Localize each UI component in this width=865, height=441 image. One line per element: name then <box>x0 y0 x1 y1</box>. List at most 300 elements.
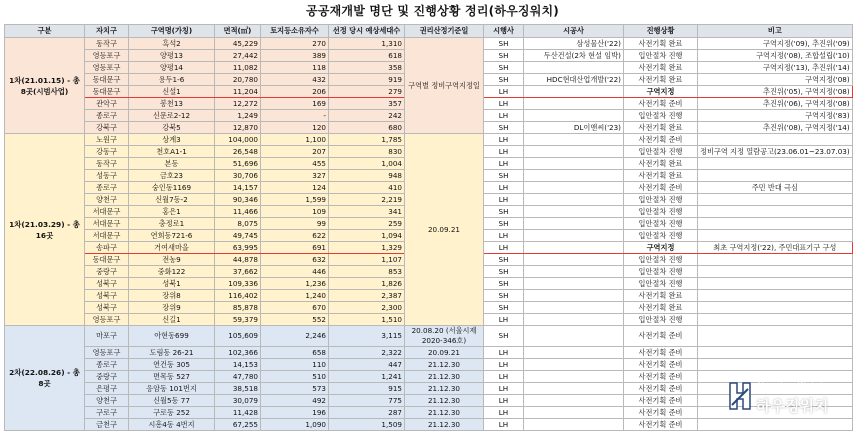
units-cell: 447 <box>329 359 405 371</box>
status-cell: 사전기획 완료 <box>624 290 698 302</box>
column-header: 구분 <box>5 25 85 38</box>
owners-cell: 196 <box>261 407 329 419</box>
owners-cell: 510 <box>261 371 329 383</box>
units-cell: 1,004 <box>329 158 405 170</box>
area-cell: 14,153 <box>215 359 261 371</box>
district-cell: 마포구 <box>85 326 129 347</box>
note-cell <box>698 206 853 218</box>
status-cell: 사전기획 완료 <box>624 158 698 170</box>
units-cell: 775 <box>329 395 405 407</box>
executor-cell: SH <box>484 290 524 302</box>
table-row <box>5 326 853 347</box>
note-cell <box>698 158 853 170</box>
units-cell: 1,094 <box>329 230 405 242</box>
executor-cell: LH <box>484 230 524 242</box>
units-cell: 1,107 <box>329 254 405 266</box>
note-cell <box>698 359 853 371</box>
status-cell: 입안절차 진행 <box>624 254 698 266</box>
owners-cell: 1,236 <box>261 278 329 290</box>
owners-cell: 622 <box>261 230 329 242</box>
owners-cell: 124 <box>261 182 329 194</box>
area-cell: 109,336 <box>215 278 261 290</box>
note-cell: 추진위('08), 구역지정('14) <box>698 122 853 134</box>
zone-name-cell: 신길1 <box>129 314 215 326</box>
executor-cell: SH <box>484 206 524 218</box>
group-label: 2차(22.08.26) - 총 8곳 <box>5 326 85 431</box>
executor-cell: LH <box>484 383 524 395</box>
district-cell: 구로구 <box>85 407 129 419</box>
note-cell: 구역지정('08) <box>698 74 853 86</box>
note-cell: 추진위('06), 구역지정('08) <box>698 98 853 110</box>
area-cell: 67,255 <box>215 419 261 431</box>
district-cell: 동작구 <box>85 158 129 170</box>
builder-cell <box>524 266 624 278</box>
builder-cell <box>524 347 624 359</box>
rights-date-cell: 21.12.30 <box>405 419 484 431</box>
district-cell: 성북구 <box>85 278 129 290</box>
note-cell: 구역지정('09), 추진위('09) <box>698 38 853 50</box>
units-cell: 2,219 <box>329 194 405 206</box>
area-cell: 30,079 <box>215 395 261 407</box>
builder-cell <box>524 371 624 383</box>
zone-name-cell: 아현동699 <box>129 326 215 347</box>
owners-cell: 389 <box>261 50 329 62</box>
units-cell: 1,510 <box>329 314 405 326</box>
district-cell: 노원구 <box>85 134 129 146</box>
executor-cell: LH <box>484 242 524 254</box>
units-cell: 242 <box>329 110 405 122</box>
units-cell: 2,322 <box>329 347 405 359</box>
owners-cell: 552 <box>261 314 329 326</box>
builder-cell: DL이앤씨('23) <box>524 122 624 134</box>
status-cell: 입안절차 진행 <box>624 206 698 218</box>
executor-cell: SH <box>484 278 524 290</box>
status-cell: 입안절차 진행 <box>624 266 698 278</box>
column-header: 시공사 <box>524 25 624 38</box>
district-cell: 영등포구 <box>85 62 129 74</box>
owners-cell: 492 <box>261 395 329 407</box>
units-cell: 357 <box>329 98 405 110</box>
builder-cell <box>524 278 624 290</box>
zone-name-cell: 응암동 101번지 <box>129 383 215 395</box>
note-cell: 주민 반대 극심 <box>698 182 853 194</box>
district-cell: 금천구 <box>85 419 129 431</box>
status-cell: 사전기획 완료 <box>624 170 698 182</box>
status-cell: 사전기획 완료 <box>624 74 698 86</box>
status-cell: 입안절차 진행 <box>624 146 698 158</box>
note-cell: 구역지정('13), 추진위('14) <box>698 62 853 74</box>
executor-cell: SH <box>484 254 524 266</box>
table-row <box>5 359 853 371</box>
note-cell <box>698 302 853 314</box>
status-cell: 구역지정 <box>624 242 698 254</box>
column-header: 시행사 <box>484 25 524 38</box>
executor-cell: SH <box>484 326 524 347</box>
owners-cell: 573 <box>261 383 329 395</box>
zone-name-cell: 거여새마을 <box>129 242 215 254</box>
executor-cell: SH <box>484 62 524 74</box>
note-cell <box>698 326 853 347</box>
table-row <box>5 383 853 395</box>
note-cell <box>698 266 853 278</box>
table-body <box>5 38 853 431</box>
district-cell: 은평구 <box>85 383 129 395</box>
executor-cell: LH <box>484 407 524 419</box>
column-header: 진행상황 <box>624 25 698 38</box>
status-cell: 입안절차 진행 <box>624 50 698 62</box>
district-cell: 강동구 <box>85 146 129 158</box>
builder-cell <box>524 395 624 407</box>
zone-name-cell: 봉천13 <box>129 98 215 110</box>
district-cell: 서대문구 <box>85 206 129 218</box>
area-cell: 12,870 <box>215 122 261 134</box>
district-cell: 종로구 <box>85 110 129 122</box>
owners-cell: 1,240 <box>261 290 329 302</box>
status-cell: 사전기획 준비 <box>624 98 698 110</box>
builder-cell <box>524 290 624 302</box>
note-cell: 구역지정('83) <box>698 110 853 122</box>
district-cell: 서대문구 <box>85 230 129 242</box>
group-label: 1차(21.01.15) - 총 8곳(시범사업) <box>5 38 85 134</box>
zone-name-cell: 전농9 <box>129 254 215 266</box>
area-cell: 49,745 <box>215 230 261 242</box>
area-cell: 12,272 <box>215 98 261 110</box>
area-cell: 63,995 <box>215 242 261 254</box>
builder-cell <box>524 194 624 206</box>
owners-cell: 2,246 <box>261 326 329 347</box>
district-cell: 동작구 <box>85 38 129 50</box>
column-header: 권리산정기준일 <box>405 25 484 38</box>
note-cell <box>698 194 853 206</box>
area-cell: 47,780 <box>215 371 261 383</box>
builder-cell <box>524 98 624 110</box>
header-row <box>5 25 853 38</box>
executor-cell: LH <box>484 182 524 194</box>
owners-cell: 1,090 <box>261 419 329 431</box>
area-cell: 30,706 <box>215 170 261 182</box>
zone-name-cell: 연희동721-6 <box>129 230 215 242</box>
watermark-brand-text: 하우징워치 <box>756 397 829 415</box>
area-cell: 20,780 <box>215 74 261 86</box>
rights-date-cell: 20.09.21 <box>405 347 484 359</box>
owners-cell: 206 <box>261 86 329 98</box>
units-cell: 358 <box>329 62 405 74</box>
status-cell: 사전기획 준비 <box>624 383 698 395</box>
column-header: 면적(㎡) <box>215 25 261 38</box>
status-cell: 사전기획 준비 <box>624 134 698 146</box>
status-cell: 입안절차 진행 <box>624 218 698 230</box>
group-label: 1차(21.03.29) - 총 16곳 <box>5 134 85 326</box>
district-cell: 서대문구 <box>85 218 129 230</box>
owners-cell: 207 <box>261 146 329 158</box>
table-row <box>5 371 853 383</box>
units-cell: 1,329 <box>329 242 405 254</box>
builder-cell <box>524 242 624 254</box>
column-header: 비고 <box>698 25 853 38</box>
builder-cell <box>524 158 624 170</box>
watermark-small-text: Housing Watch <box>758 381 826 390</box>
units-cell: 1,826 <box>329 278 405 290</box>
builder-cell <box>524 419 624 431</box>
district-cell: 중랑구 <box>85 266 129 278</box>
note-cell <box>698 347 853 359</box>
district-cell: 관악구 <box>85 98 129 110</box>
zone-name-cell: 금호23 <box>129 170 215 182</box>
units-cell: 830 <box>329 146 405 158</box>
status-cell: 입안절차 진행 <box>624 314 698 326</box>
district-cell: 강북구 <box>85 122 129 134</box>
owners-cell: 120 <box>261 122 329 134</box>
builder-cell <box>524 182 624 194</box>
executor-cell: LH <box>484 86 524 98</box>
zone-name-cell: 용두1-6 <box>129 74 215 86</box>
zone-name-cell: 시흥4동 4번지 <box>129 419 215 431</box>
zone-name-cell: 중화122 <box>129 266 215 278</box>
owners-cell: 446 <box>261 266 329 278</box>
executor-cell: LH <box>484 314 524 326</box>
owners-cell: 455 <box>261 158 329 170</box>
column-header: 토지등소유자수 <box>261 25 329 38</box>
status-cell: 사전기획 완료 <box>624 62 698 74</box>
executor-cell: LH <box>484 134 524 146</box>
zone-name-cell: 연건동 305 <box>129 359 215 371</box>
zone-name-cell: 상계3 <box>129 134 215 146</box>
builder-cell <box>524 206 624 218</box>
executor-cell: SH <box>484 122 524 134</box>
table-row <box>5 407 853 419</box>
district-cell: 영등포구 <box>85 347 129 359</box>
owners-cell: 1,599 <box>261 194 329 206</box>
zone-name-cell: 신월5동 77 <box>129 395 215 407</box>
zone-name-cell: 구로동 252 <box>129 407 215 419</box>
executor-cell: LH <box>484 359 524 371</box>
rights-date-cell: 20.09.21 <box>405 134 484 326</box>
builder-cell: 삼성물산('22) <box>524 38 624 50</box>
builder-cell <box>524 314 624 326</box>
executor-cell: LH <box>484 146 524 158</box>
note-cell <box>698 230 853 242</box>
executor-cell: LH <box>484 158 524 170</box>
builder-cell <box>524 254 624 266</box>
builder-cell <box>524 62 624 74</box>
area-cell: 26,548 <box>215 146 261 158</box>
owners-cell: 109 <box>261 206 329 218</box>
rights-date-cell: 20.08.20 (서울시제2020-346호) <box>405 326 484 347</box>
area-cell: 104,000 <box>215 134 261 146</box>
owners-cell: 1,100 <box>261 134 329 146</box>
builder-cell <box>524 383 624 395</box>
units-cell: 3,115 <box>329 326 405 347</box>
district-cell: 성북구 <box>85 290 129 302</box>
executor-cell: LH <box>484 371 524 383</box>
rights-date-cell: 구역별 정비구역지정일 <box>405 38 484 134</box>
district-cell: 동대문구 <box>85 254 129 266</box>
units-cell: 341 <box>329 206 405 218</box>
builder-cell <box>524 146 624 158</box>
table-row <box>5 419 853 431</box>
builder-cell <box>524 170 624 182</box>
redevelopment-table <box>4 24 853 431</box>
units-cell: 1,241 <box>329 371 405 383</box>
rights-date-cell: 21.12.30 <box>405 395 484 407</box>
status-cell: 사전기획 준비 <box>624 395 698 407</box>
column-header: 자치구 <box>85 25 129 38</box>
units-cell: 259 <box>329 218 405 230</box>
owners-cell: 110 <box>261 359 329 371</box>
executor-cell: SH <box>484 170 524 182</box>
owners-cell: 691 <box>261 242 329 254</box>
area-cell: 116,402 <box>215 290 261 302</box>
area-cell: 14,157 <box>215 182 261 194</box>
note-cell <box>698 170 853 182</box>
district-cell: 성북구 <box>85 302 129 314</box>
note-cell: 추진위('05), 구역지정('08) <box>698 86 853 98</box>
zone-name-cell: 도림동 26-21 <box>129 347 215 359</box>
district-cell: 영등포구 <box>85 50 129 62</box>
status-cell: 입안절차 진행 <box>624 110 698 122</box>
area-cell: 38,518 <box>215 383 261 395</box>
owners-cell: 327 <box>261 170 329 182</box>
note-cell <box>698 314 853 326</box>
owners-cell: 118 <box>261 62 329 74</box>
status-cell: 입안절차 진행 <box>624 230 698 242</box>
zone-name-cell: 본동 <box>129 158 215 170</box>
units-cell: 853 <box>329 266 405 278</box>
executor-cell: LH <box>484 98 524 110</box>
column-header: 선정 당시 예상세대수 <box>329 25 405 38</box>
zone-name-cell: 장위8 <box>129 290 215 302</box>
table-row <box>5 347 853 359</box>
executor-cell: SH <box>484 74 524 86</box>
executor-cell: SH <box>484 218 524 230</box>
zone-name-cell: 장위9 <box>129 302 215 314</box>
owners-cell: 99 <box>261 218 329 230</box>
status-cell: 입안절차 진행 <box>624 278 698 290</box>
area-cell: 44,878 <box>215 254 261 266</box>
note-cell <box>698 290 853 302</box>
builder-cell <box>524 86 624 98</box>
district-cell: 동대문구 <box>85 86 129 98</box>
district-cell: 종로구 <box>85 359 129 371</box>
district-cell: 송파구 <box>85 242 129 254</box>
units-cell: 410 <box>329 182 405 194</box>
executor-cell: LH <box>484 194 524 206</box>
page-title: 공공재개발 명단 및 진행상황 정리(하우징워치) <box>306 4 559 18</box>
note-cell <box>698 218 853 230</box>
builder-cell <box>524 359 624 371</box>
units-cell: 680 <box>329 122 405 134</box>
note-cell: 최초 구역지정('22), 주민대표기구 구성 <box>698 242 853 254</box>
units-cell: 287 <box>329 407 405 419</box>
status-cell: 사전기획 준비 <box>624 371 698 383</box>
area-cell: 59,379 <box>215 314 261 326</box>
owners-cell: 670 <box>261 302 329 314</box>
status-cell: 사전기획 준비 <box>624 347 698 359</box>
column-header: 구역명(가칭) <box>129 25 215 38</box>
status-cell: 사전기획 준비 <box>624 326 698 347</box>
owners-cell: 169 <box>261 98 329 110</box>
builder-cell <box>524 218 624 230</box>
units-cell: 2,300 <box>329 302 405 314</box>
executor-cell: SH <box>484 50 524 62</box>
zone-name-cell: 신문로2-12 <box>129 110 215 122</box>
rights-date-cell: 21.12.30 <box>405 383 484 395</box>
status-cell: 사전기획 준비 <box>624 407 698 419</box>
area-cell: 90,346 <box>215 194 261 206</box>
area-cell: 105,609 <box>215 326 261 347</box>
units-cell: 1,785 <box>329 134 405 146</box>
builder-cell: HDC현대산업개발('22) <box>524 74 624 86</box>
area-cell: 51,696 <box>215 158 261 170</box>
units-cell: 948 <box>329 170 405 182</box>
note-cell: 정비구역 지정 열람공고(23.06.01~23.07.03) <box>698 146 853 158</box>
note-cell <box>698 419 853 431</box>
status-cell: 입안절차 진행 <box>624 194 698 206</box>
area-cell: 11,428 <box>215 407 261 419</box>
district-cell: 성동구 <box>85 170 129 182</box>
rights-date-cell: 21.12.30 <box>405 359 484 371</box>
zone-name-cell: 신월7동-2 <box>129 194 215 206</box>
district-cell: 양천구 <box>85 194 129 206</box>
executor-cell: SH <box>484 266 524 278</box>
builder-cell <box>524 407 624 419</box>
units-cell: 1,310 <box>329 38 405 50</box>
zone-name-cell: 면목동 527 <box>129 371 215 383</box>
builder-cell <box>524 230 624 242</box>
area-cell: 1,249 <box>215 110 261 122</box>
zone-name-cell: 천호A1-1 <box>129 146 215 158</box>
note-cell <box>698 254 853 266</box>
rights-date-cell: 21.12.30 <box>405 371 484 383</box>
area-cell: 8,075 <box>215 218 261 230</box>
builder-cell <box>524 326 624 347</box>
executor-cell: SH <box>484 38 524 50</box>
builder-cell <box>524 110 624 122</box>
note-cell: 구역지정('08), 조합설립('10) <box>698 50 853 62</box>
area-cell: 11,466 <box>215 206 261 218</box>
builder-cell <box>524 302 624 314</box>
zone-name-cell: 성북1 <box>129 278 215 290</box>
district-cell: 양천구 <box>85 395 129 407</box>
district-cell: 중랑구 <box>85 371 129 383</box>
area-cell: 11,082 <box>215 62 261 74</box>
area-cell: 85,878 <box>215 302 261 314</box>
zone-name-cell: 양평13 <box>129 50 215 62</box>
zone-name-cell: 충정로1 <box>129 218 215 230</box>
status-cell: 사전기획 완료 <box>624 38 698 50</box>
executor-cell: LH <box>484 395 524 407</box>
area-cell: 37,662 <box>215 266 261 278</box>
executor-cell: LH <box>484 110 524 122</box>
district-cell: 동대문구 <box>85 74 129 86</box>
note-cell <box>698 278 853 290</box>
district-cell: 종로구 <box>85 182 129 194</box>
owners-cell: 632 <box>261 254 329 266</box>
zone-name-cell: 흑석2 <box>129 38 215 50</box>
zone-name-cell: 신설1 <box>129 86 215 98</box>
status-cell: 구역지정 <box>624 86 698 98</box>
units-cell: 279 <box>329 86 405 98</box>
area-cell: 45,229 <box>215 38 261 50</box>
executor-cell: SH <box>484 302 524 314</box>
units-cell: 919 <box>329 74 405 86</box>
status-cell: 사전기획 준비 <box>624 359 698 371</box>
area-cell: 11,204 <box>215 86 261 98</box>
units-cell: 618 <box>329 50 405 62</box>
note-cell <box>698 134 853 146</box>
housing-watch-logo-icon <box>728 381 752 411</box>
table-row <box>5 134 853 146</box>
